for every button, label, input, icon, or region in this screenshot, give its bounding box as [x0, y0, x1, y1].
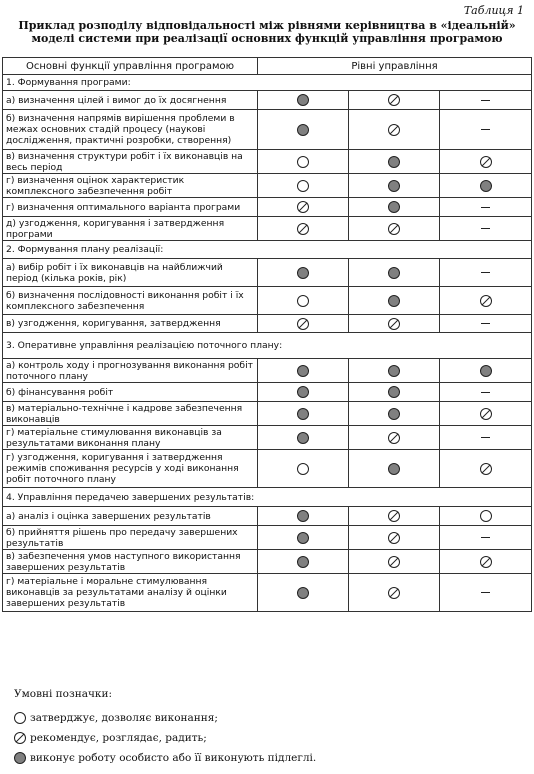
- legend-slash-label: рекомендує, розглядає, радить;: [30, 732, 207, 744]
- filled-circle-icon: [388, 156, 400, 168]
- slashed-circle-icon: [480, 156, 492, 168]
- level-2-cell: [349, 174, 440, 198]
- slashed-circle-icon: [388, 318, 400, 330]
- level-3-cell: [440, 426, 532, 450]
- section-row: [3, 75, 532, 91]
- table-row: [3, 383, 532, 402]
- section-title: 1. Формування програми:: [3, 75, 532, 91]
- filled-circle-icon: [388, 180, 400, 192]
- table-row: [3, 198, 532, 217]
- legend-item-slash: [14, 728, 316, 748]
- table-row: [3, 174, 532, 198]
- section-title: 3. Оперативне управління реалізацією поточного плану:: [3, 333, 532, 359]
- legend-open-label: затверджує, дозволяє виконання;: [30, 712, 218, 724]
- slashed-circle-icon: [388, 223, 400, 235]
- level-3-cell: [440, 174, 532, 198]
- legend-title: Умовні позначки:: [14, 688, 113, 700]
- function-cell: а) вибір робіт і їх виконавців на найближчий період (кілька років, рік): [3, 259, 258, 287]
- table-caption: Таблиця 1: [463, 4, 524, 17]
- level-2-cell: [349, 198, 440, 217]
- slashed-circle-icon: [388, 432, 400, 444]
- table-row: [3, 526, 532, 550]
- level-1-cell: [258, 526, 349, 550]
- filled-circle-icon: [480, 365, 492, 377]
- filled-circle-icon: [297, 432, 309, 444]
- open-circle-icon: [14, 712, 26, 724]
- function-cell: г) визначення оцінок характеристик комплексного забезпечення робіт: [3, 174, 258, 198]
- table-body: [3, 75, 532, 612]
- function-cell: а) аналіз і оцінка завершених результатів: [3, 507, 258, 526]
- section-row: [3, 333, 532, 359]
- level-2-cell: [349, 526, 440, 550]
- filled-circle-icon: [297, 510, 309, 522]
- function-cell: б) визначення послідовності виконання робіт і їх комплексного забезпечення: [3, 287, 258, 315]
- level-1-cell: [258, 198, 349, 217]
- slashed-circle-icon: [297, 318, 309, 330]
- level-3-cell: [440, 574, 532, 612]
- slashed-circle-icon: [388, 532, 400, 544]
- dash-icon: [481, 228, 490, 229]
- table-row: [3, 259, 532, 287]
- level-2-cell: [349, 507, 440, 526]
- open-circle-icon: [297, 295, 309, 307]
- open-circle-icon: [297, 463, 309, 475]
- slashed-circle-icon: [388, 94, 400, 106]
- dash-icon: [481, 207, 490, 208]
- dash-icon: [481, 323, 490, 324]
- filled-circle-icon: [297, 365, 309, 377]
- level-3-cell: [440, 259, 532, 287]
- table-row: [3, 287, 532, 315]
- function-cell: г) матеріальне стимулювання виконавців за результатами виконання плану: [3, 426, 258, 450]
- level-3-cell: [440, 383, 532, 402]
- table-row: [3, 359, 532, 383]
- dash-icon: [481, 100, 490, 101]
- filled-circle-icon: [297, 532, 309, 544]
- table-title: Приклад розподілу відповідальності між рівнями керівництва в «ідеальній» моделі системи при реалізації основних функцій управління програмою: [18, 19, 516, 45]
- filled-circle-icon: [388, 201, 400, 213]
- level-2-cell: [349, 359, 440, 383]
- level-3-cell: [440, 217, 532, 241]
- level-2-cell: [349, 574, 440, 612]
- table-row: [3, 574, 532, 612]
- legend-full-label: виконує роботу особисто або її виконують підлеглі.: [30, 752, 317, 764]
- section-row: [3, 488, 532, 507]
- level-3-cell: [440, 402, 532, 426]
- level-2-cell: [349, 150, 440, 174]
- level-1-cell: [258, 315, 349, 333]
- responsibility-table: [2, 57, 532, 612]
- open-circle-icon: [297, 156, 309, 168]
- filled-circle-icon: [388, 386, 400, 398]
- level-3-cell: [440, 198, 532, 217]
- slashed-circle-icon: [388, 510, 400, 522]
- function-cell: г) матеріальне і моральне стимулювання виконавців за результатами аналізу й оцінки завершених результатів: [3, 574, 258, 612]
- slashed-circle-icon: [480, 556, 492, 568]
- legend-item-full: [14, 748, 316, 768]
- dash-icon: [481, 537, 490, 538]
- slashed-circle-icon: [480, 408, 492, 420]
- table-row: [3, 315, 532, 333]
- section-title: 4. Управління передачею завершених результатів:: [3, 488, 532, 507]
- dash-icon: [481, 272, 490, 273]
- level-2-cell: [349, 550, 440, 574]
- table-row: [3, 217, 532, 241]
- level-3-cell: [440, 150, 532, 174]
- open-circle-icon: [297, 180, 309, 192]
- function-cell: в) визначення структури робіт і їх виконавців на весь період: [3, 150, 258, 174]
- header-functions: Основні функції управління програмою: [3, 58, 258, 75]
- level-1-cell: [258, 574, 349, 612]
- table-row: [3, 91, 532, 110]
- level-3-cell: [440, 315, 532, 333]
- table-header-row: [3, 58, 532, 75]
- dash-icon: [481, 592, 490, 593]
- slashed-circle-icon: [297, 201, 309, 213]
- level-1-cell: [258, 259, 349, 287]
- level-2-cell: [349, 450, 440, 488]
- dash-icon: [481, 129, 490, 130]
- table-row: [3, 110, 532, 150]
- level-1-cell: [258, 507, 349, 526]
- function-cell: г) узгодження, коригування і затвердження режимів споживання ресурсів у ході виконання робіт поточного плану: [3, 450, 258, 488]
- filled-circle-icon: [388, 463, 400, 475]
- function-cell: в) узгодження, коригування, затвердження: [3, 315, 258, 333]
- level-1-cell: [258, 217, 349, 241]
- level-1-cell: [258, 110, 349, 150]
- level-2-cell: [349, 217, 440, 241]
- filled-circle-icon: [297, 587, 309, 599]
- legend-item-open: [14, 708, 316, 728]
- filled-circle-icon: [297, 408, 309, 420]
- header-levels: Рівні управління: [258, 58, 532, 75]
- level-2-cell: [349, 259, 440, 287]
- level-3-cell: [440, 450, 532, 488]
- level-1-cell: [258, 174, 349, 198]
- slashed-circle-icon: [480, 295, 492, 307]
- level-3-cell: [440, 91, 532, 110]
- legend: [14, 688, 316, 768]
- level-2-cell: [349, 287, 440, 315]
- level-1-cell: [258, 402, 349, 426]
- table-row: [3, 426, 532, 450]
- function-cell: б) фінансування робіт: [3, 383, 258, 402]
- function-cell: а) визначення цілей і вимог до їх досягнення: [3, 91, 258, 110]
- filled-circle-icon: [388, 365, 400, 377]
- filled-circle-icon: [297, 267, 309, 279]
- function-cell: д) узгодження, коригування і затвердження програми: [3, 217, 258, 241]
- table-row: [3, 450, 532, 488]
- level-1-cell: [258, 426, 349, 450]
- section-row: [3, 241, 532, 259]
- level-3-cell: [440, 110, 532, 150]
- level-2-cell: [349, 91, 440, 110]
- level-1-cell: [258, 150, 349, 174]
- table-row: [3, 402, 532, 426]
- slashed-circle-icon: [388, 124, 400, 136]
- function-cell: г) визначення оптимального варіанта програми: [3, 198, 258, 217]
- level-3-cell: [440, 550, 532, 574]
- level-2-cell: [349, 110, 440, 150]
- filled-circle-icon: [14, 752, 26, 764]
- level-1-cell: [258, 287, 349, 315]
- function-cell: б) визначення напрямів вирішення проблеми в межах основних стадій процесу (наукові дослідження, практичні розробки, створення): [3, 110, 258, 150]
- filled-circle-icon: [297, 94, 309, 106]
- filled-circle-icon: [297, 124, 309, 136]
- level-3-cell: [440, 287, 532, 315]
- dash-icon: [481, 392, 490, 393]
- function-cell: в) забезпечення умов наступного використання завершених результатів: [3, 550, 258, 574]
- level-1-cell: [258, 359, 349, 383]
- slashed-circle-icon: [14, 732, 26, 744]
- level-1-cell: [258, 450, 349, 488]
- filled-circle-icon: [388, 408, 400, 420]
- function-cell: в) матеріально-технічне і кадрове забезпечення виконавців: [3, 402, 258, 426]
- filled-circle-icon: [388, 267, 400, 279]
- level-1-cell: [258, 383, 349, 402]
- slashed-circle-icon: [297, 223, 309, 235]
- level-1-cell: [258, 91, 349, 110]
- level-3-cell: [440, 526, 532, 550]
- dash-icon: [481, 437, 490, 438]
- slashed-circle-icon: [388, 587, 400, 599]
- function-cell: а) контроль ходу і прогнозування виконання робіт поточного плану: [3, 359, 258, 383]
- level-3-cell: [440, 507, 532, 526]
- table-row: [3, 550, 532, 574]
- table-row: [3, 150, 532, 174]
- filled-circle-icon: [388, 295, 400, 307]
- filled-circle-icon: [480, 180, 492, 192]
- filled-circle-icon: [297, 556, 309, 568]
- section-title: 2. Формування плану реалізації:: [3, 241, 532, 259]
- filled-circle-icon: [297, 386, 309, 398]
- slashed-circle-icon: [388, 556, 400, 568]
- level-2-cell: [349, 315, 440, 333]
- level-2-cell: [349, 402, 440, 426]
- level-2-cell: [349, 383, 440, 402]
- level-3-cell: [440, 359, 532, 383]
- slashed-circle-icon: [480, 463, 492, 475]
- open-circle-icon: [480, 510, 492, 522]
- level-2-cell: [349, 426, 440, 450]
- function-cell: б) прийняття рішень про передачу завершених результатів: [3, 526, 258, 550]
- table-row: [3, 507, 532, 526]
- level-1-cell: [258, 550, 349, 574]
